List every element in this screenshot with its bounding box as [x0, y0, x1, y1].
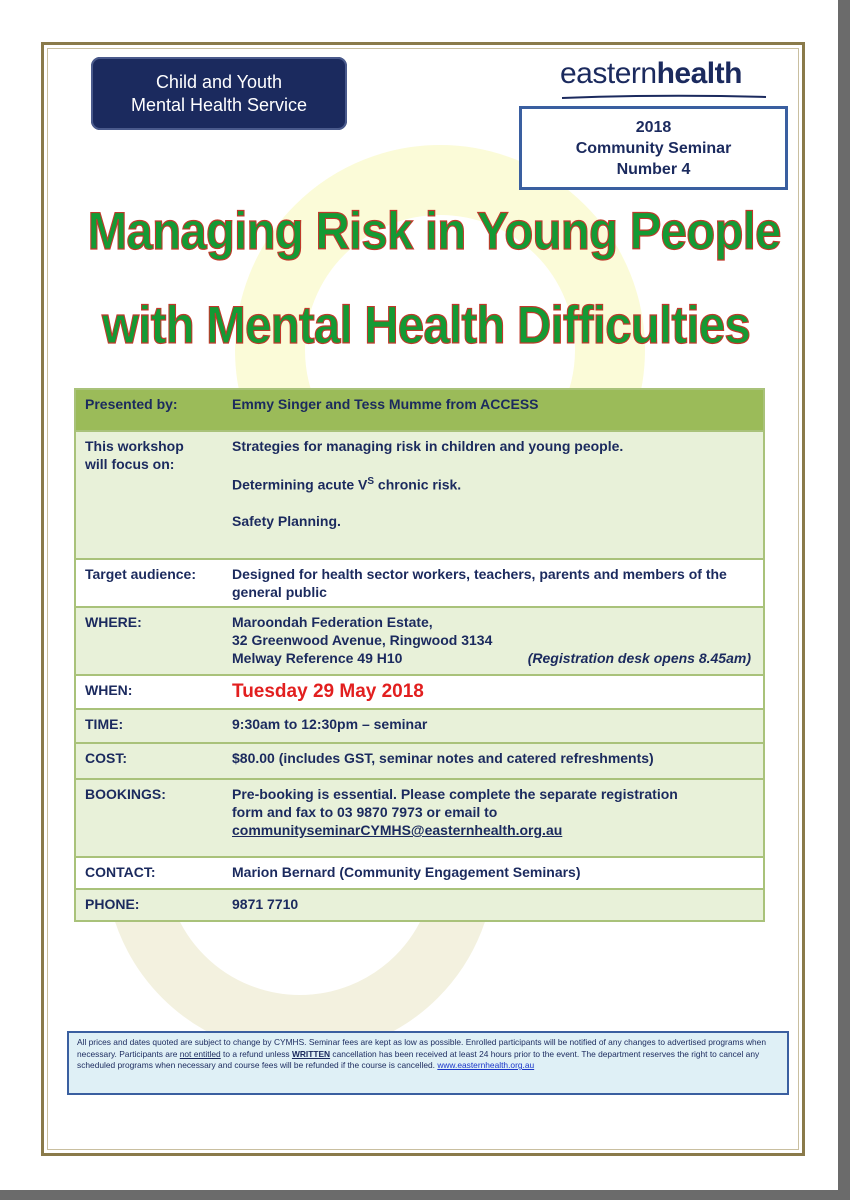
- contact-value: Marion Bernard (Community Engagement Seminars): [232, 864, 581, 880]
- cost-label: COST:: [85, 750, 127, 766]
- time-value: 9:30am to 12:30pm – seminar: [232, 716, 428, 732]
- bookings-line-2: form and fax to 03 9870 7973 or email to: [232, 804, 498, 820]
- row-time: [76, 710, 763, 744]
- focus-item-2: Determining acute $V^S$ chronic risk.: [232, 476, 462, 493]
- row-cost: [76, 744, 763, 780]
- row-contact: [76, 858, 763, 890]
- time-label: TIME:: [85, 716, 124, 732]
- audience-label: Target audience:: [85, 566, 196, 582]
- service-line-2: Mental Health Service: [130, 94, 308, 115]
- seminar-name: Community Seminar: [575, 139, 732, 157]
- audience-value: Designed for health sector workers, teachers, parents and members of the general public: [232, 566, 727, 600]
- focus-item-3: Safety Planning.: [232, 512, 341, 529]
- presented-value: Emmy Singer and Tess Mumme from ACCESS: [232, 396, 539, 412]
- written-text: WRITTEN: [291, 1048, 331, 1059]
- when-value: Tuesday 29 May 2018: [232, 681, 424, 702]
- where-line-3: Melway Reference 49 H10: [232, 650, 403, 666]
- registration-note: (Registration desk opens 8.45am): [527, 650, 751, 666]
- eastern-health-logo: [560, 58, 770, 100]
- logo-text-light: eastern: [560, 57, 657, 90]
- logo-swoosh: [560, 94, 768, 100]
- when-label: WHEN:: [85, 682, 133, 698]
- where-line-2: 32 Greenwood Avenue, Ringwood 3134: [232, 632, 493, 648]
- logo-text-bold: health: [656, 57, 742, 90]
- disclaimer-box: All prices and dates quoted are subject to change by CYMHS. Seminar fees are kept as low as possible. Enrolled participants will be notified of any changes to advertised programs when necessary. Participants are not entitled to a refund unless WRITTEN cancellation has been received at least 24 hours prior to the event. The department reserves the right to cancel any scheduled programs when necessary and course fees will be refunded if the course is cancelled. www.easternhealth.org.au: [67, 1031, 789, 1095]
- focus-item-2-sup: S: [367, 476, 375, 487]
- not-entitled-text: not entitled: [179, 1048, 221, 1059]
- website-link[interactable]: www.easternhealth.org.au: [437, 1060, 535, 1070]
- service-line-1: Child and Youth: [155, 71, 283, 92]
- title-line-2: with Mental Health Difficulties: [102, 296, 750, 355]
- title-line-1: Managing Risk in Young People: [87, 202, 781, 261]
- row-audience: [76, 560, 763, 608]
- row-where: [76, 608, 763, 676]
- focus-item-1: Strategies for managing risk in children and young people.: [232, 438, 624, 454]
- seminar-number: Number 4: [616, 160, 691, 178]
- row-phone: [76, 890, 763, 920]
- where-label: WHERE:: [85, 614, 142, 630]
- row-when: [76, 676, 763, 710]
- where-line-1: Maroondah Federation Estate,: [232, 614, 433, 630]
- seminar-year: 2018: [635, 118, 672, 136]
- cost-value: $80.00 (includes GST, seminar notes and catered refreshments): [232, 750, 654, 766]
- bookings-label: BOOKINGS:: [85, 786, 166, 802]
- service-badge: [91, 57, 347, 130]
- focus-label-1: This workshop: [85, 438, 184, 454]
- presented-label: Presented by:: [85, 396, 178, 412]
- row-focus: [76, 432, 763, 560]
- focus-label-2: will focus on:: [85, 456, 175, 472]
- phone-value: 9871 7710: [232, 896, 299, 912]
- bookings-email-link[interactable]: communityseminarCYMHS@easternhealth.org.au: [232, 822, 563, 838]
- row-presented: [76, 390, 763, 432]
- row-bookings: [76, 780, 763, 858]
- bookings-line-1: Pre-booking is essential. Please complete the separate registration: [232, 786, 678, 802]
- seminar-info-box: [519, 106, 788, 190]
- contact-label: CONTACT:: [85, 864, 156, 880]
- phone-label: PHONE:: [85, 896, 140, 912]
- seminar-details-table: [74, 388, 765, 922]
